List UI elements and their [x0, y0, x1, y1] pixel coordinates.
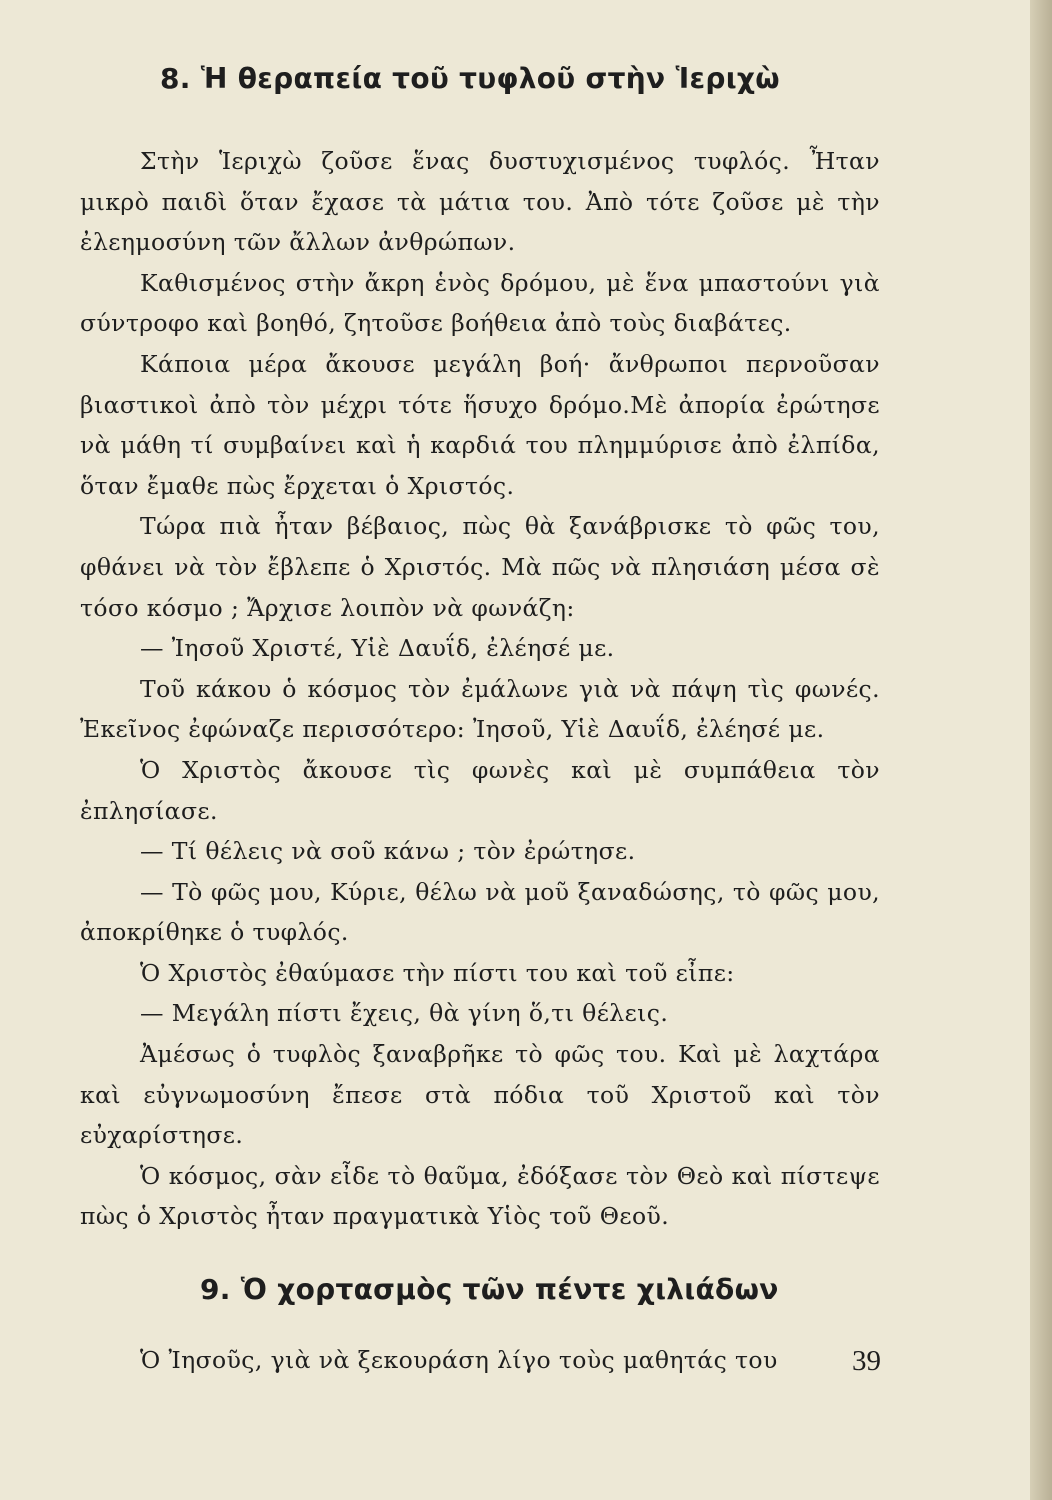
dialogue-line: — Μεγάλη πίστι ἔχεις, θὰ γίνη ὅ,τι θέλεις.: [140, 999, 669, 1028]
paragraph: Ὁ Ἰησοῦς, γιὰ νὰ ξεκουράση λίγο τοὺς μαθητάς του: [140, 1346, 778, 1375]
paragraph: Καθισμένος στὴν ἄκρη ἑνὸς δρόμου, μὲ ἕνα μπαστούνι γιὰ σύντροφο καὶ βοηθό, ζητοῦσε βοήθεια ἀπὸ τοὺς διαβάτες.: [80, 268, 880, 338]
paragraph: Ἀμέσως ὁ τυφλὸς ξαναβρῆκε τὸ φῶς του. Καὶ μὲ λαχτάρα καὶ εὐγνωμοσύνη ἔπεσε στὰ πόδια τοῦ Χριστοῦ καὶ τὸν εὐχαρίστησε.: [80, 1040, 880, 1150]
page-number: 39: [852, 1345, 881, 1377]
paragraph: Ὁ Χριστὸς ἐθαύμασε τὴν πίστι του καὶ τοῦ εἶπε:: [140, 958, 735, 987]
paragraph: Ὁ κόσμος, σὰν εἶδε τὸ θαῦμα, ἐδόξασε τὸν Θεὸ καὶ πίστεψε πὼς ὁ Χριστὸς ἦταν πραγματικὰ Υἱὸς τοῦ Θεοῦ.: [80, 1161, 880, 1231]
dialogue-line: — Ἰησοῦ Χριστέ, Υἱὲ Δαυΐδ, ἐλέησέ με.: [140, 634, 615, 663]
chapter-heading-8: 8. Ἡ θεραπεία τοῦ τυφλοῦ στὴν Ἱεριχὼ: [160, 62, 780, 95]
paragraph: Τώρα πιὰ ἦταν βέβαιος, πὼς θὰ ξανάβρισκε τὸ φῶς του, φθάνει νὰ τὸν ἔβλεπε ὁ Χριστός. Μὰ πῶς νὰ πλησιάση μέσα σὲ τόσο κόσμο ; Ἄρχισε λοιπὸν νὰ φωνάζη:: [80, 512, 880, 622]
dialogue-line: — Τὸ φῶς μου, Κύριε, θέλω νὰ μοῦ ξαναδώσης, τὸ φῶς μου, ἀποκρίθηκε ὁ τυφλός.: [80, 877, 880, 947]
chapter-heading-9: 9. Ὁ χορτασμὸς τῶν πέντε χιλιάδων: [200, 1273, 779, 1307]
paragraph: Ὁ Χριστὸς ἄκουσε τὶς φωνὲς καὶ μὲ συμπάθεια τὸν ἐπλησίασε.: [80, 755, 880, 825]
paragraph: Κάποια μέρα ἄκουσε μεγάλη βοή· ἄνθρωποι περνοῦσαν βιαστικοὶ ἀπὸ τὸν μέχρι τότε ἥσυχο δρόμο.Μὲ ἀπορία ἐρώτησε νὰ μάθη τί συμβαίνει καὶ ἡ καρδιά του πλημμύρισε ἀπὸ ἐλπίδα, ὅταν ἔμαθε πὼς ἔρχεται ὁ Χριστός.: [80, 349, 880, 500]
paragraph: Στὴν Ἱεριχὼ ζοῦσε ἕνας δυστυχισμένος τυφλός. Ἦταν μικρὸ παιδὶ ὅταν ἔχασε τὰ μάτια του. Ἀπὸ τότε ζοῦσε μὲ τὴν ἐλεημοσύνη τῶν ἄλλων ἀνθρώπων.: [80, 147, 880, 257]
page-edge: [1030, 0, 1052, 1500]
dialogue-line: — Τί θέλεις νὰ σοῦ κάνω ; τὸν ἐρώτησε.: [140, 837, 636, 866]
page-content: [80, 62, 880, 1381]
paragraph: Τοῦ κάκου ὁ κόσμος τὸν ἐμάλωνε γιὰ νὰ πάψη τὶς φωνές. Ἐκεῖνος ἐφώναζε περισσότερο: Ἰησοῦ, Υἱὲ Δαυΐδ, ἐλέησέ με.: [80, 674, 880, 744]
